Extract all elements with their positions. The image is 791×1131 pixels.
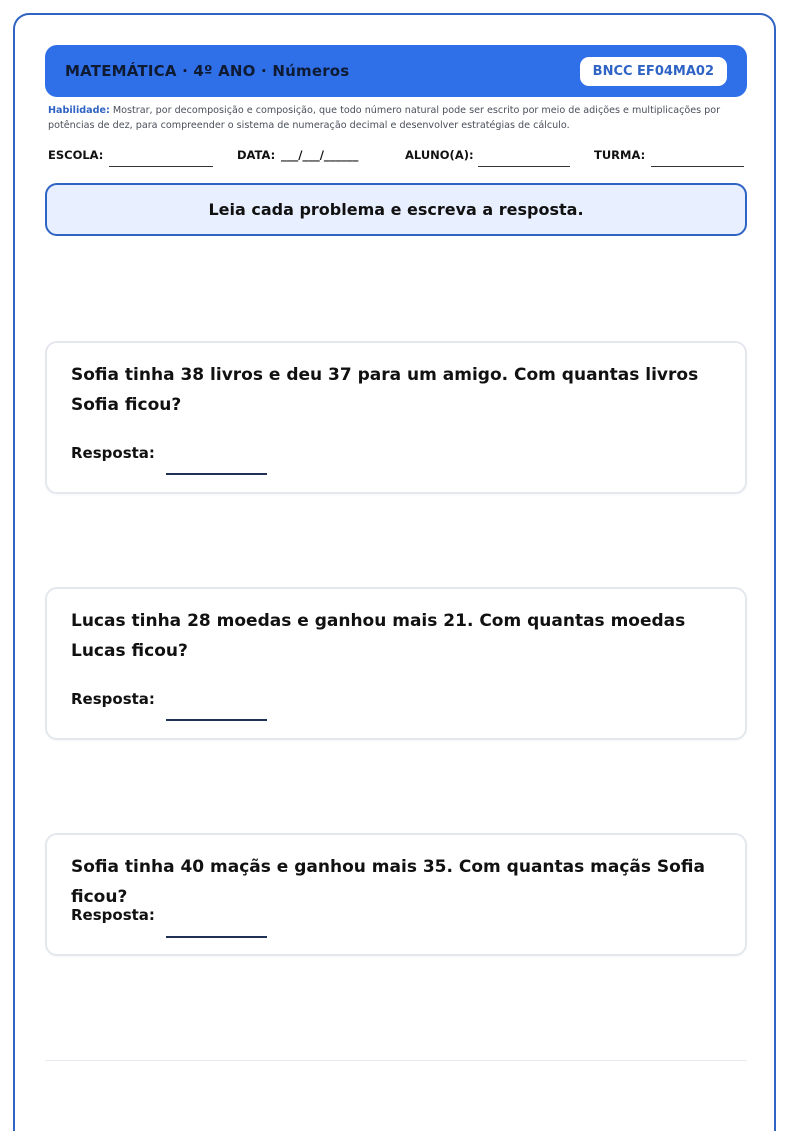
- instruction-box: Leia cada problema e escreva a resposta.: [45, 183, 747, 236]
- problem-card: [45, 341, 747, 494]
- problem-question: Sofia tinha 38 livros e deu 37 para um amigo. Com quantas livros Sofia ficou?: [71, 365, 699, 415]
- problem-card: [45, 833, 747, 956]
- worksheet-sheet: [13, 13, 776, 1131]
- answer-line[interactable]: [166, 473, 267, 475]
- aluno-field[interactable]: [405, 148, 474, 162]
- habilidade-description: Mostrar, por decomposição e composição, que todo número natural pode ser escrito por meio de adições e multiplicações por potências de dez, para compreender o sistema de numeração decimal e desenvolver estratégias de cálculo.: [48, 105, 721, 131]
- turma-label: TURMA:: [594, 148, 646, 162]
- answer-label: Resposta:: [71, 444, 155, 462]
- escola-label: ESCOLA:: [48, 148, 104, 162]
- aluno-label: ALUNO(A):: [405, 148, 474, 162]
- problem-question: Lucas tinha 28 moedas e ganhou mais 21. Com quantas moedas Lucas ficou?: [71, 611, 686, 661]
- data-field[interactable]: [237, 148, 359, 162]
- data-slots[interactable]: ___/___/______: [281, 148, 359, 162]
- footer-divider: [45, 1060, 747, 1061]
- turma-field[interactable]: [594, 148, 645, 162]
- header-title: MATEMÁTICA · 4º ANO · Números: [65, 62, 350, 80]
- answer-label: Resposta:: [71, 690, 155, 708]
- data-label: DATA:: [237, 148, 276, 162]
- answer-label: Resposta:: [71, 906, 155, 924]
- escola-field[interactable]: [48, 148, 103, 162]
- habilidade-text: [48, 103, 748, 133]
- escola-line[interactable]: [109, 166, 213, 167]
- problem-question: Sofia tinha 40 maçãs e ganhou mais 35. Com quantas maçãs Sofia ficou?: [71, 857, 705, 907]
- student-info-fields: [48, 148, 748, 172]
- worksheet-header: [45, 45, 747, 97]
- habilidade-label: Habilidade:: [48, 105, 110, 116]
- answer-line[interactable]: [166, 936, 267, 938]
- answer-line[interactable]: [166, 719, 267, 721]
- aluno-line[interactable]: [478, 166, 570, 167]
- turma-line[interactable]: [651, 166, 744, 167]
- bncc-badge: BNCC EF04MA02: [580, 57, 727, 86]
- problem-card: [45, 587, 747, 740]
